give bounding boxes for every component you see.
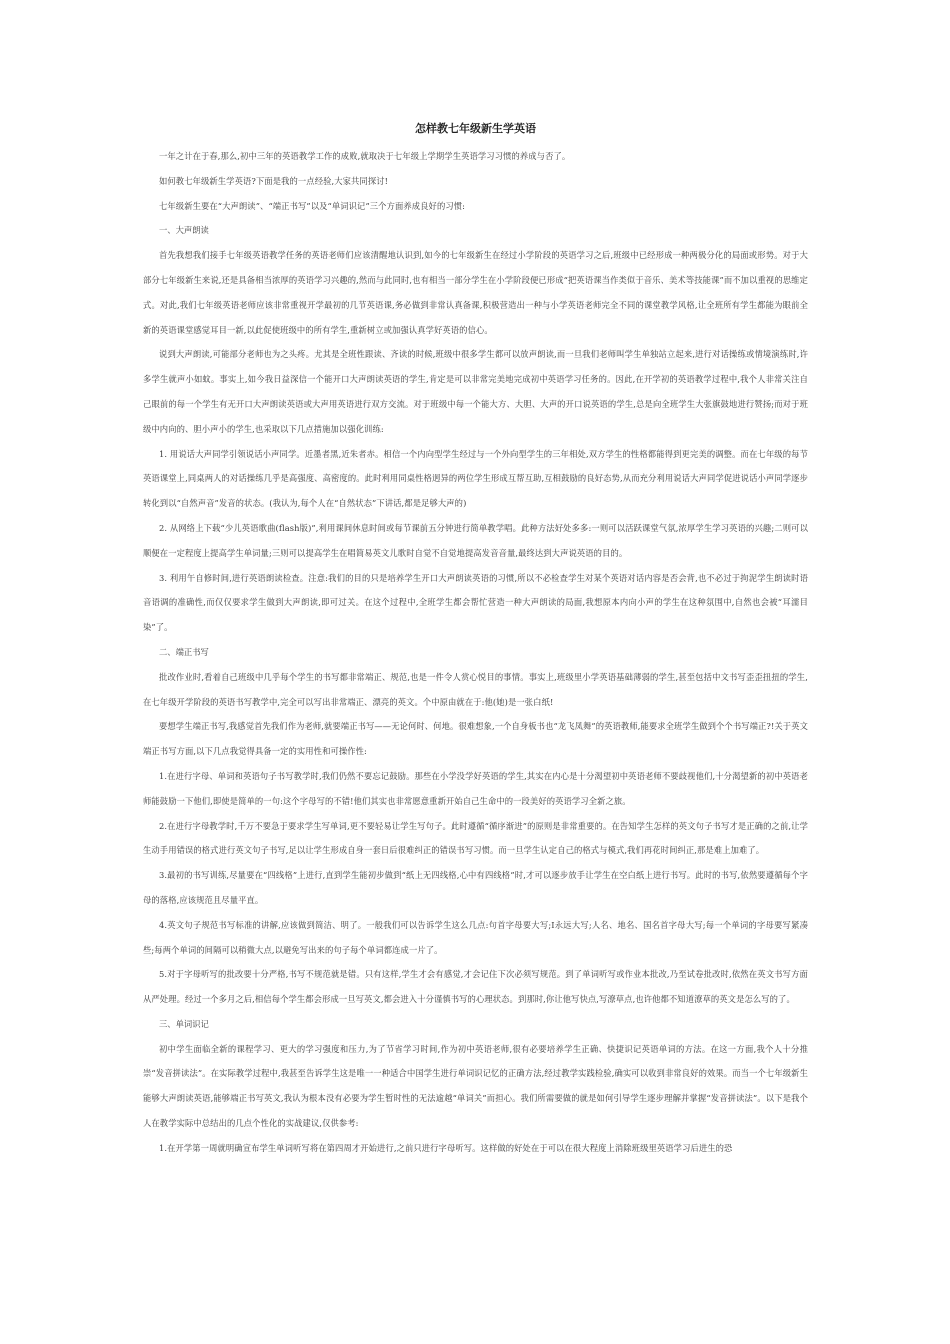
body-paragraph: 说到大声朗读,可能部分老师也为之头疼。尤其是全班性跟读、齐读的时候,班级中很多学生都可以放声朗读,而一旦我们老师叫学生单独站立起来,进行对话操练或情境演练时,许多学生就声小如蚊。事实上,如今我日益深信一个能开口大声朗读英语的学生,肯定是可以非常完美地完成初中英语学习任务的。因此,在开学初的英语教学过程中,我个人非常关注自己眼前的每一个学生有无开口大声朗读英语或大声用英语进行双方交流。对于班级中每一个能大方、大胆、大声的开口说英语的学生,总是向全班学生大张旗鼓地进行赞扬;而对于班级中内向的、胆小声小的学生,也采取以下几点措施加以强化训练: <box>143 349 808 434</box>
body-paragraph: 1.在进行字母、单词和英语句子书写教学时,我们仍然不要忘记鼓励。那些在小学没学好英语的学生,其实在内心是十分渴望初中英语老师不要歧视他们,十分渴望新的初中英语老师能鼓励一下他们,即使是简单的一句:这个字母写的不错!他们其实也非常愿意重新开始自己生命中的一段美好的英语学习全新之旅。 <box>143 770 808 806</box>
body-paragraph: 3. 利用午自修时间,进行英语朗读检查。注意:我们的目的只是培养学生开口大声朗读英语的习惯,所以不必检查学生对某个英语对话内容是否会背,也不必过于拘泥学生朗读时语音语调的准确性,而仅仅要求学生做到大声朗读,即可过关。在这个过程中,全班学生都会帮忙营造一种大声朗读的局面,我想原本内向小声的学生在这种氛围中,自然也会被“耳濡目染”了。 <box>143 572 808 633</box>
body-paragraph: 一年之计在于春,那么,初中三年的英语教学工作的成败,就取决于七年级上学期学生英语学习习惯的养成与否了。 <box>159 151 571 161</box>
body-paragraph: 3.最初的书写训练,尽量要在“四线格”上进行,直到学生能初步做到“纸上无四线格,心中有四线格”时,才可以逐步放手让学生在空白纸上进行书写。此时的书写,依然要遵循每个字母的落格,应该规范且尽量平直。 <box>143 870 808 905</box>
paragraph-list <box>143 144 808 1161</box>
body-paragraph: 1.在开学第一周就明确宣布学生单词听写将在第四周才开始进行,之前只进行字母听写。这样做的好处在于可以在很大程度上消除班级里英语学习后进生的恐 <box>159 1142 733 1153</box>
body-paragraph: 首先我想我们接手七年级英语教学任务的英语老师们应该清醒地认识到,如今的七年级新生在经过小学阶段的英语学习之后,班级中已经形成一种两极分化的局面或形势。对于大部分七年级新生来说,还是具备相当浓厚的英语学习兴趣的,然而与此同时,也有相当一部分学生在小学阶段便已形成“把英语课当作类似于音乐、美术等技能课”而不加以重视的思维定式。对此,我们七年级英语老师应该非常重视开学最初的几节英语课,务必做到非常认真备课,积极营造出一种与小学英语老师完全不同的课堂教学风格,让全班所有学生都能为眼前全新的英语课堂感觉耳目一新,以此促使班级中的所有学生,重新树立或加强认真学好英语的信心。 <box>143 250 808 335</box>
body-paragraph: 2. 从网络上下载“少儿英语歌曲(flash版)”,利用课间休息时间或每节课前五分钟进行简单教学唱。此种方法好处多多:一则可以活跃课堂气氛,浓厚学生学习英语的兴趣;二则可以顺便在一定程度上提高学生单词量;三则可以提高学生在唱简易英文儿歌时自觉不自觉地提高发音音量,最终达到大声说英语的目的。 <box>143 522 808 558</box>
body-paragraph: 七年级新生要在“大声朗读”、“端正书写”以及“单词识记”三个方面养成良好的习惯: <box>159 200 466 211</box>
document-body <box>143 122 808 1161</box>
body-paragraph: 如何教七年级新生学英语?下面是我的一点经验,大家共同探讨! <box>159 175 389 186</box>
body-paragraph: 4.英文句子规范书写标准的讲解,应该做到简洁、明了。一般我们可以告诉学生这么几点:句首字母要大写;I永远大写;人名、地名、国名首字母大写;每一个单词的字母要写紧凑些;每两个单词的间隔可以稍微大点,以避免写出来的句子每个单词都连成一片了。 <box>143 919 808 955</box>
body-paragraph: 批改作业时,看着自己班级中几乎每个学生的书写都非常端正、规范,也是一件令人赏心悦目的事情。事实上,班级里小学英语基础薄弱的学生,甚至包括中文书写歪歪扭扭的学生,在七年级开学阶段的英语书写教学中,完全可以写出非常端正、漂亮的英文。个中原由就在于:他(她)是一张白纸! <box>143 671 808 707</box>
body-paragraph: 初中学生面临全新的课程学习、更大的学习强度和压力,为了节省学习时间,作为初中英语老师,很有必要培养学生正确、快捷识记英语单词的方法。在这一方面,我个人十分推崇“发音拼读法”。在实际教学过程中,我甚至告诉学生这是唯一一种适合中国学生进行单词识记忆的正确方法,经过教学实践检验,确实可以收到非常良好的效果。而当一个七年级新生能够大声朗读英语,能够端正书写英文,我认为根本没有必要为学生暂时性的无法逾越“单词关”而担心。我们所需要做的就是如何引导学生逐步理解并掌握“发音拼读法”。以下是我个人在教学实际中总结出的几点个性化的实战建议,仅供参考: <box>143 1043 808 1129</box>
body-paragraph: 2.在进行字母教学时,千万不要急于要求学生写单词,更不要轻易让学生写句子。此时遵循“循序渐进”的原则是非常重要的。在告知学生怎样的英文句子书写才是正确的之前,让学生动手用错误的格式进行英文句子书写,足以让学生形成自身一套日后很难纠正的错误书写习惯。而一旦学生认定自己的格式与模式,我们再花时间纠正,那是难上加难了。 <box>143 820 808 856</box>
document-title: 怎样教七年级新生学英语 <box>415 122 536 135</box>
section-heading: 三、单词识记 <box>159 1018 209 1029</box>
body-paragraph: 5.对于字母听写的批改要十分严格,书写不规范就是错。只有这样,学生才会有感觉,才会记住下次必须写规范。到了单词听写或作业本批改,乃至试卷批改时,依然在英文书写方面从严处理。经过一个多月之后,相信每个学生都会形成一旦写英文,都会进入十分谨慎书写的心理状态。到那时,你让他写快点,写潦草点,也许他都不知道潦草的英文是怎么写的了。 <box>143 969 808 1005</box>
section-heading: 一、大声朗读 <box>159 225 209 236</box>
body-paragraph: 1. 用说话大声同学引领说话小声同学。近墨者黑,近朱者赤。相信一个内向型学生经过与一个外向型学生的三年相处,双方学生的性格都能得到更完美的调整。而在七年级的每节英语课堂上,同桌两人的对话操练几乎是高强度、高密度的。此时利用同桌性格迥异的两位学生形成互帮互助,互相鼓励的良好态势,从而充分利用说话大声同学促进说话小声同学逐步转化到以“自然声音”发音的状态。(我认为,每个人在“自然状态”下讲话,都是足够大声的) <box>143 448 808 509</box>
section-heading: 二、端正书写 <box>159 646 209 657</box>
body-paragraph: 要想学生端正书写,我感觉首先我们作为老师,就要端正书写——无论何时、何地。很难想象,一个自身板书也“龙飞凤舞”的英语教师,能要求全班学生做到个个书写端正?!关于英文端正书写方面,以下几点我觉得具备一定的实用性和可操作性: <box>143 721 808 757</box>
